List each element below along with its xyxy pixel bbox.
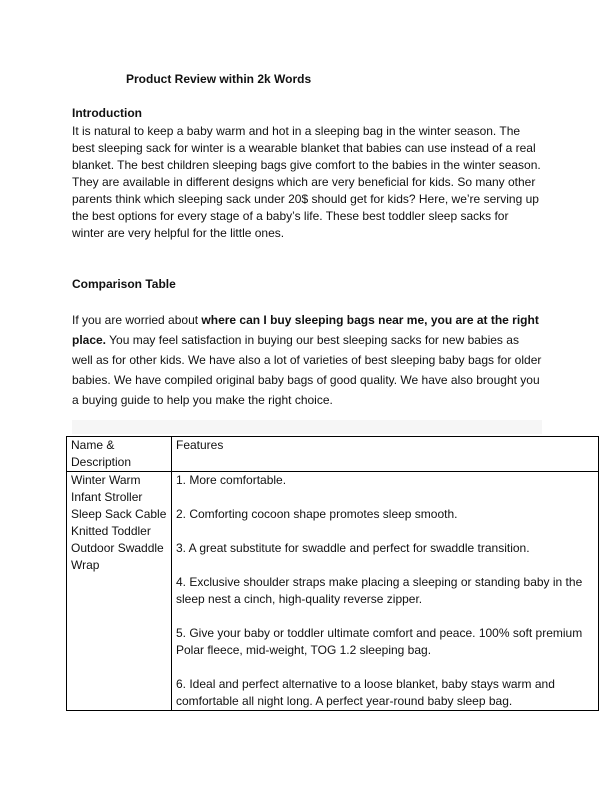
comparison-lead: If you are worried about: [72, 313, 202, 327]
intro-paragraph-1: It is natural to keep a baby warm and hot in a sleeping bag in the winter season. The best sleeping sack for winter is a wearable blanket that babies can use instead of a real blanket. The best children sleeping bags give comfort to the babies in the winter season.: [72, 124, 541, 172]
shaded-spacer: [72, 420, 542, 434]
comparison-lead-bold: where can I buy sleeping bags near me: [201, 313, 425, 327]
table-header-row: [67, 437, 599, 472]
comparison-body: You may feel satisfaction in buying our best sleeping sacks for new babies as well as for other kids. We have also a lot of varieties of best sleeping baby bags for older babies. We have compiled original baby bags of good quality. We have also brought you a buying guide to help you make the right choice.: [72, 333, 542, 407]
intro-paragraph-2: They are available in different designs which are very beneficial for kids. So many other parents think which sleeping sack under 20$ should get for kids? Here, we’re serving up the best options for every stage of a baby’s life. These best toddler sleep sacks for winter are very helpful for the little ones.: [72, 175, 539, 240]
introduction-heading: Introduction: [72, 106, 142, 120]
feature-item: 2. Comforting cocoon shape promotes sleep smooth.: [176, 507, 458, 521]
comparison-text: [72, 310, 542, 410]
comparison-heading: Comparison Table: [72, 277, 176, 291]
introduction-text: [72, 123, 542, 242]
comparison-table: [66, 436, 599, 711]
comparison-lead-end: , you are at the right place.: [72, 313, 539, 347]
features-cell: [172, 472, 599, 711]
table-row: [67, 472, 599, 711]
page-title: Product Review within 2k Words: [126, 72, 312, 86]
feature-item: 3. A great substitute for swaddle and perfect for swaddle transition.: [176, 541, 530, 555]
product-name-cell: Winter Warm Infant Stroller Sleep Sack Cable Knitted Toddler Outdoor Swaddle Wrap: [67, 472, 172, 711]
header-name-description: Name & Description: [67, 437, 172, 472]
header-features: Features: [172, 437, 599, 472]
feature-item: 4. Exclusive shoulder straps make placing a sleeping or standing baby in the sleep nest a cinch, high-quality reverse zipper.: [176, 575, 583, 606]
feature-item: 6. Ideal and perfect alternative to a loose blanket, baby stays warm and comfortable all night long. A perfect year-round baby sleep bag.: [176, 677, 555, 708]
feature-item: 1. More comfortable.: [176, 473, 287, 487]
feature-item: 5. Give your baby or toddler ultimate comfort and peace. 100% soft premium Polar fleece, mid-weight, TOG 1.2 sleeping bag.: [176, 626, 583, 657]
